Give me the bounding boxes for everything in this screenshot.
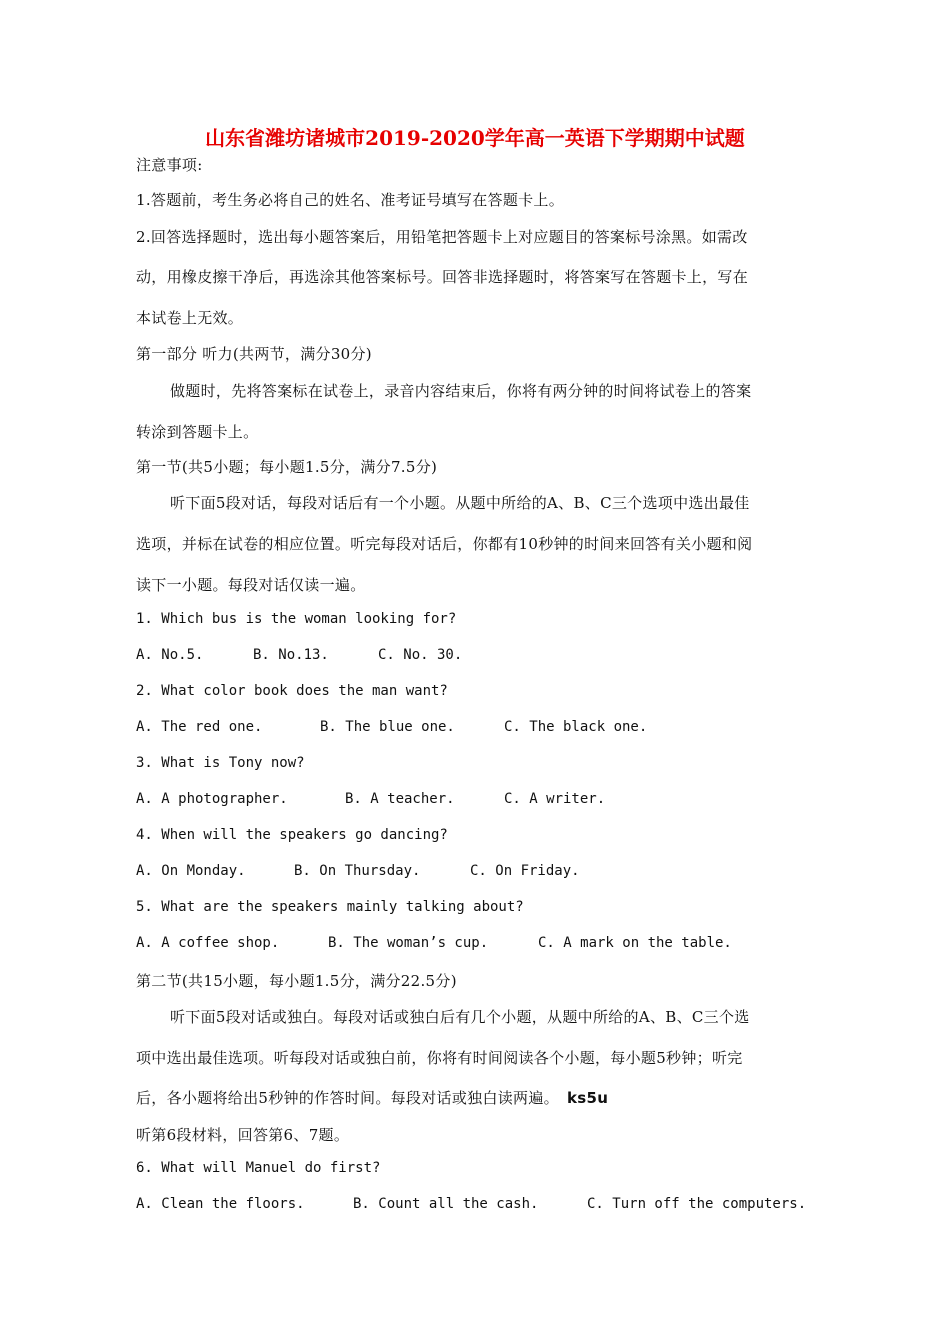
- question-2: 2. What color book does the man want?: [136, 683, 448, 699]
- question-4: 4. When will the speakers go dancing?: [136, 827, 448, 843]
- option-c: C. No. 30.: [378, 647, 463, 663]
- section2-instruction-line-2: 项中选出最佳选项。听每段对话或独白前，你将有时间阅读各个小题，每小题5秒钟；听完: [136, 1049, 743, 1067]
- part1-instruction-line-1: 做题时，先将答案标在试卷上，录音内容结束后，你将有两分钟的时间将试卷上的答案: [170, 382, 752, 400]
- part1-heading: 第一部分 听力(共两节，满分30分): [136, 345, 372, 363]
- notice-heading: 注意事项:: [136, 156, 203, 174]
- options-4: [136, 863, 580, 879]
- options-5: [136, 935, 732, 951]
- options-3: [136, 791, 605, 807]
- option-a: A. No.5.: [136, 647, 204, 663]
- question-3: 3. What is Tony now?: [136, 755, 305, 771]
- options-6: [136, 1196, 806, 1212]
- notice-item-1: 1.答题前，考生务必将自己的姓名、准考证号填写在答题卡上。: [136, 191, 565, 209]
- notice-item-2-line-1: 2.回答选择题时，选出每小题答案后，用铅笔把答题卡上对应题目的答案标号涂黑。如需改: [136, 228, 748, 246]
- question-1: 1. Which bus is the woman looking for?: [136, 611, 457, 627]
- question-6: 6. What will Manuel do first?: [136, 1160, 381, 1176]
- notice-item-2-line-2: 动，用橡皮擦干净后，再选涂其他答案标号。回答非选择题时，将答案写在答题卡上，写在: [136, 268, 749, 286]
- material-6-instruction: 听第6段材料，回答第6、7题。: [136, 1126, 350, 1144]
- section1-instruction-line-3: 读下一小题。每段对话仅读一遍。: [136, 576, 366, 594]
- option-a: A. Clean the floors.: [136, 1196, 305, 1212]
- options-1: [136, 647, 462, 663]
- question-5: 5. What are the speakers mainly talking about?: [136, 899, 524, 915]
- option-a: A. The red one.: [136, 719, 263, 735]
- option-c: C. The black one.: [504, 719, 648, 735]
- option-b: B. A teacher.: [345, 791, 455, 807]
- section2-instruction-line-1: 听下面5段对话或独白。每段对话或独白后有几个小题，从题中所给的A、B、C三个选: [170, 1008, 750, 1026]
- option-b: B. On Thursday.: [294, 863, 421, 879]
- option-b: B. The blue one.: [320, 719, 455, 735]
- notice-item-2-line-3: 本试卷上无效。: [136, 309, 244, 327]
- options-2: [136, 719, 647, 735]
- option-a: A. A photographer.: [136, 791, 288, 807]
- option-a: A. On Monday.: [136, 863, 246, 879]
- section1-instruction-line-2: 选项，并标在试卷的相应位置。听完每段对话后，你都有10秒钟的时间来回答有关小题和阅: [136, 535, 753, 553]
- section1-heading: 第一节(共5小题；每小题1.5分，满分7.5分): [136, 458, 438, 476]
- section2-instruction-line-3: [136, 1087, 608, 1108]
- part1-instruction-line-2: 转涂到答题卡上。: [136, 423, 259, 441]
- option-c: C. A mark on the table.: [538, 935, 732, 951]
- section1-instruction-line-1: 听下面5段对话，每段对话后有一个小题。从题中所给的A、B、C三个选项中选出最佳: [170, 494, 750, 512]
- section2-heading: 第二节(共15小题，每小题1.5分，满分22.5分): [136, 972, 457, 990]
- watermark-ks5u: ks5u: [566, 1089, 609, 1107]
- section2-instruction-text: 后，各小题将给出5秒钟的作答时间。每段对话或独白读两遍。: [136, 1089, 559, 1107]
- option-a: A. A coffee shop.: [136, 935, 280, 951]
- option-b: B. The woman’s cup.: [328, 935, 489, 951]
- option-b: B. No.13.: [253, 647, 329, 663]
- option-c: C. Turn off the computers.: [587, 1196, 807, 1212]
- option-c: C. On Friday.: [470, 863, 580, 879]
- option-b: B. Count all the cash.: [353, 1196, 539, 1212]
- option-c: C. A writer.: [504, 791, 606, 807]
- page-title: 山东省潍坊诸城市2019-2020学年高一英语下学期期中试题: [205, 126, 745, 150]
